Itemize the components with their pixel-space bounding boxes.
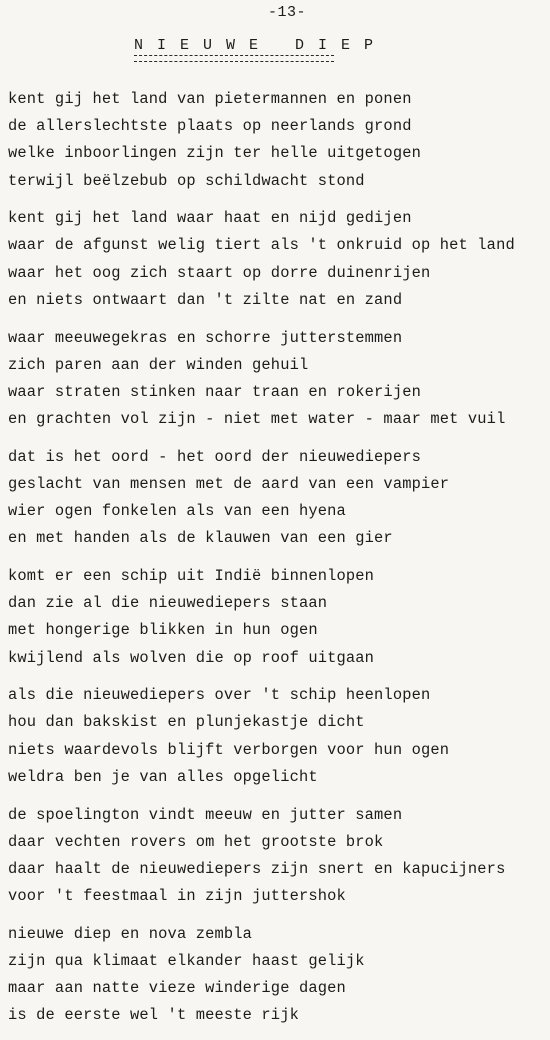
poem-line: de allerslechtste plaats op neerlands grond — [8, 117, 412, 136]
poem-line: de spoelington vindt meeuw en jutter samen — [8, 805, 403, 824]
poem-line: terwijl beëlzebub op schildwacht stond — [8, 171, 365, 190]
poem-line: met hongerige blikken in hun ogen — [8, 621, 318, 640]
poem-line: kwijlend als wolven die op roof uitgaan — [8, 648, 375, 667]
poem-line: zich paren aan der winden gehuil — [8, 355, 309, 374]
poem-line: zijn qua klimaat elkander haast gelijk — [8, 951, 365, 970]
poem-line: als die nieuwediepers over 't schip heenlopen — [8, 686, 431, 705]
poem-line: welke inboorlingen zijn ter helle uitgetogen — [8, 144, 421, 163]
page-number: -13- — [268, 4, 307, 21]
poem-line: kent gij het land van pietermannen en ponen — [8, 90, 412, 108]
poem-line: kent gij het land waar haat en nijd gedijen — [8, 209, 412, 228]
stanza — [8, 682, 548, 791]
title-double-underline — [134, 55, 334, 62]
stanza — [8, 802, 548, 911]
poem-line: dat is het oord - het oord der nieuwediepers — [8, 447, 421, 466]
poem-line: wier ogen fonkelen als van een hyena — [8, 502, 346, 521]
poem-line: geslacht van mensen met de aard van een vampier — [8, 474, 450, 493]
poem-line: komt er een schip uit Indië binnenlopen — [8, 567, 375, 585]
stanza — [8, 444, 548, 553]
stanza — [8, 205, 548, 314]
poem-line: dan zie al die nieuwediepers staan — [8, 594, 328, 613]
poem-line: waar meeuwegekras en schorre jutterstemmen — [8, 328, 403, 347]
stanza — [8, 921, 548, 1030]
poem-line: waar het oog zich staart op dorre duinenrijen — [8, 263, 431, 282]
poem-title: N I E U W E D I E P — [134, 37, 376, 54]
poem-line: hou dan bakskist en plunjekastje dicht — [8, 713, 365, 732]
poem-line: daar vechten rovers om het grootste brok — [8, 832, 384, 851]
stanza — [8, 325, 548, 434]
poem-line: en niets ontwaart dan 't zilte nat en zand — [8, 290, 403, 309]
stanza — [8, 563, 548, 672]
poem-line: is de eerste wel 't meeste rijk — [8, 1006, 299, 1025]
poem-line: nieuwe diep en nova zembla — [8, 924, 253, 943]
poem-line: weldra ben je van alles opgelicht — [8, 767, 318, 786]
poem-line: en met handen als de klauwen van een gier — [8, 529, 393, 548]
title-block — [134, 37, 376, 62]
poem-line: en grachten vol zijn - niet met water - maar met vuil — [8, 410, 506, 429]
stanza — [8, 86, 548, 195]
poem-line: maar aan natte vieze winderige dagen — [8, 979, 346, 998]
poem-line: waar de afgunst welig tiert als 't onkruid op het land — [8, 236, 515, 255]
poem-line: daar haalt de nieuwediepers zijn snert en kapucijners — [8, 859, 506, 878]
poem-line: niets waardevols blijft verborgen voor hun ogen — [8, 740, 450, 759]
poem-line: voor 't feestmaal in zijn juttershok — [8, 887, 346, 906]
poem-line: waar straten stinken naar traan en rokerijen — [8, 382, 421, 401]
poem-body — [8, 86, 548, 1040]
